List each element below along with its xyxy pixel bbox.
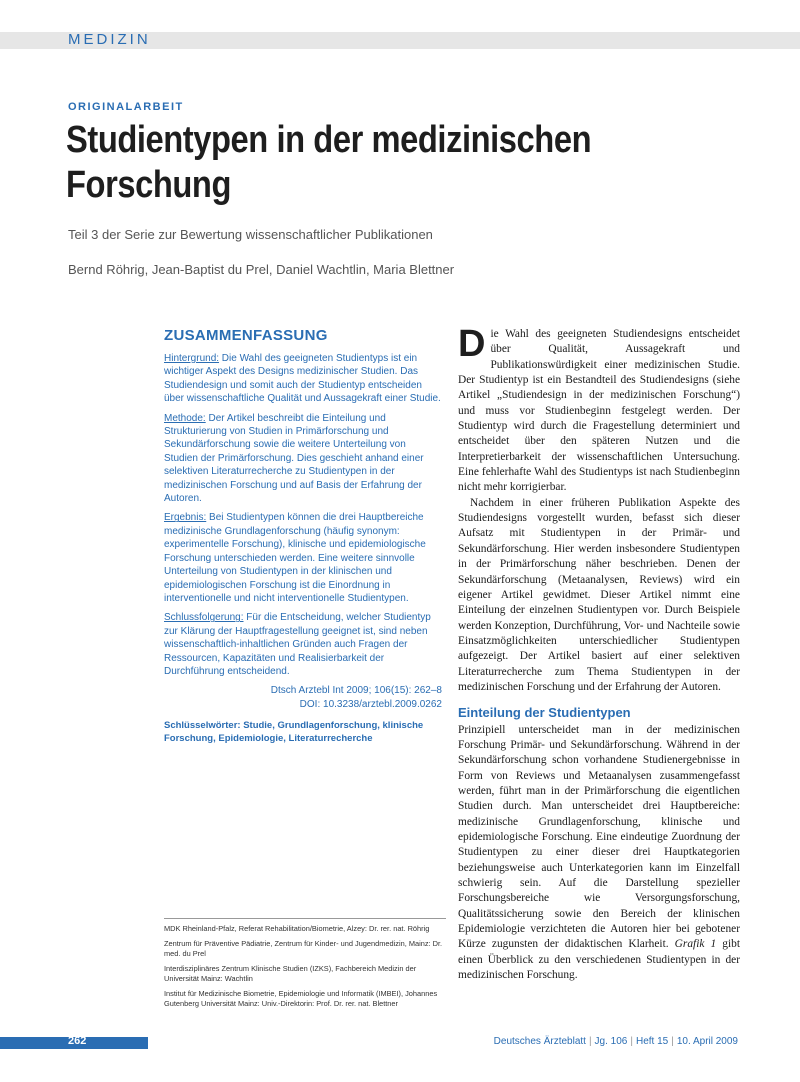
abstract-label: Methode: — [164, 412, 206, 424]
citation-doi: DOI: 10.3238/arztebl.2009.0262 — [299, 698, 442, 710]
abstract-background — [164, 352, 442, 406]
article-title — [66, 118, 651, 208]
journal-issue: Heft 15 — [635, 1036, 669, 1047]
journal-date: 10. April 2009 — [676, 1036, 738, 1047]
body-paragraph: Prinzipiell unterscheidet man in der medizinischen Forschung Primär- und Sekundärforschung. Während in der Sekundärforschung schon vorhandene Studienergebnisse in Form von Reviews und Metaanalysen zusammengefasst werden, führt man in der Primärforschung die eigentlichen Studien durch. Man unterscheidet drei Hauptbereiche: medizinische Grundlagenforschung, klinische und epidemiologische Forschung. Eine eindeutige Zuordnung der Studientypen zu einer dieser drei Hauptkategorien beziehungsweise auch Unterkategorien kann im Einzelfall schwierig sein. Auf die Darstellung spezieller Forschungsbereiche wie Versorgungsforschung, Qualitätssicherung sowie den Bereich der klinischen Epidemiologie verzichteten die Autoren hier bei gebotener Kürze zugunsten der didaktischen Klarheit. Grafik 1 gibt einen Überblick zu den verschiedenen Studientypen in der medizinischen Forschung. — [458, 723, 740, 982]
body-paragraph: Nachdem in einer früheren Publikation Aspekte des Studiendesigns vorgestellt wurden, befasst sich dieser Aufsatz mit Studientypen in der Primär- und Sekundärforschung. Hier werden insbesondere Studientypen in der Primärforschung näher beschrieben. Denen der Sekundärforschung (Metaanalysen, Reviews) wird ein eigener Artikel gewidmet. Dieser Artikel nimmt eine Einteilung der einzelnen Studientypen vor. Durch Beispiele werden Konzeption, Durchführung, Vor- und Nachteile sowie Einsatzmöglichkeiten unterschiedlicher Studientypen aufgezeigt. Der Artikel basiert auf einer selektiven Literaturrecherche zum Thema Studientypen in der medizinischen Forschung und der Erfahrung der Autoren. — [458, 496, 740, 693]
title-line-2: Forschung — [66, 164, 231, 206]
section-label: MEDIZIN — [68, 31, 151, 48]
abstract-results — [164, 511, 442, 605]
affiliations — [164, 918, 446, 1014]
figure-reference: Grafik 1 — [674, 938, 717, 951]
journal-volume: Jg. 106 — [594, 1036, 628, 1047]
citation-reference: Dtsch Arztebl Int 2009; 106(15): 262–8 — [270, 685, 442, 697]
affiliation-item: MDK Rheinland-Pfalz, Referat Rehabilitation/Biometrie, Alzey: Dr. rer. nat. Röhrig — [164, 924, 430, 933]
abstract-text: Bei Studientypen können die drei Hauptbereiche medizinische Grundlagenforschung (häufig synonym: experimentelle Forschung), klinische und epidemiologische Forschung unterschieden werden. Eine weitere sinnvolle Unterteilung von Studientypen in der klinischen und epidemiologischen Forschung ist die Einordnung in interventionelle und nicht interventionelle Studientypen. — [164, 512, 426, 604]
abstract-text: Die Wahl des geeigneten Studientyps ist ein wichtiger Aspekt des Designs medizinischer Studien. Das Studiendesign und somit auch der Studientyp entscheiden über wissenschaftliche Qualität und Aussagekraft einer Studie. — [164, 353, 441, 405]
abstract-label: Hintergrund: — [164, 353, 220, 364]
section-heading: Einteilung der Studientypen — [458, 705, 631, 721]
abstract-heading: ZUSAMMENFASSUNG — [164, 327, 328, 344]
article-body — [458, 323, 740, 983]
abstract-conclusion — [164, 611, 442, 678]
article-authors: Bernd Röhrig, Jean-Baptist du Prel, Daniel Wachtlin, Maria Blettner — [68, 262, 455, 277]
title-line-1: Studientypen in der medizinischen — [66, 119, 592, 161]
journal-name: Deutsches Ärzteblatt — [493, 1036, 586, 1047]
abstract-label: Schlussfolgerung: — [164, 612, 244, 624]
drop-cap: D — [458, 323, 486, 365]
page-number: 262 — [68, 1035, 87, 1047]
abstract-box — [164, 327, 442, 745]
abstract-label: Ergebnis: — [164, 512, 207, 524]
article-subtitle: Teil 3 der Serie zur Bewertung wissenschaftlicher Publikationen — [68, 227, 433, 242]
abstract-text: Für die Entscheidung, welcher Studientyp zur Klärung der Hauptfragestellung geeignet ist, sind neben wissenschaftlich-inhaltlichen Gründen auch Fragen der Ressourcen, Kapazitäten und Realisierbarkeit der Durchführung entscheidend. — [164, 612, 431, 677]
abstract-text: Der Artikel beschreibt die Einteilung und Strukturierung von Studien in Primärforschung und Sekundärforschung sowie die weitere Unterteilung von Studien der Primärforschung. Dies geschieht anhand einer selektiven Literaturrecherche zu Studientypen in der medizinischen Forschung und auf Basis der Erfahrung der Autoren. — [164, 412, 424, 505]
keywords: Schlüsselwörter: Studie, Grundlagenforschung, klinische Forschung, Epidemiologie, Literaturrecherche — [164, 720, 424, 745]
citation — [164, 684, 442, 711]
footer-journal-info: Deutsches Ärzteblatt | Jg. 106 | Heft 15 | 10. April 2009 — [493, 1036, 738, 1047]
body-paragraph: Die Wahl des geeigneten Studiendesigns entscheidet über Qualität, Aussagekraft und Publikationswürdigkeit einer medizinischen Studie. Der Studientyp ist ein Bestandteil des Studiendesigns (siehe Artikel „Studiendesign in der medizinischen Forschung“) und muss vor Studienbeginn festgelegt werden. Der Studientyp wird durch die Fragestellung determiniert und entscheidet über den späteren Nutzen und die Interpretierbarkeit der wissenschaftlichen Untersuchung. Eine fehlerhafte Wahl des Studientyps ist nach Studienbeginn nicht mehr korrigierbar. — [458, 323, 740, 494]
affiliation-item: Zentrum für Präventive Pädiatrie, Zentrum für Kinder- und Jugendmedizin, Mainz: Dr. med. du Prel — [164, 939, 443, 958]
affiliation-item: Interdisziplinäres Zentrum Klinische Studien (IZKS), Fachbereich Medizin der Universität Mainz: Wachtlin — [164, 964, 417, 983]
affiliation-item: Institut für Medizinische Biometrie, Epidemiologie und Informatik (IMBEI), Johannes Gutenberg Universität Mainz: Univ.-Direktorin: Prof. Dr. rer. nat. Blettner — [164, 989, 438, 1008]
article-kicker: ORIGINALARBEIT — [68, 101, 184, 113]
abstract-methods — [164, 412, 442, 506]
